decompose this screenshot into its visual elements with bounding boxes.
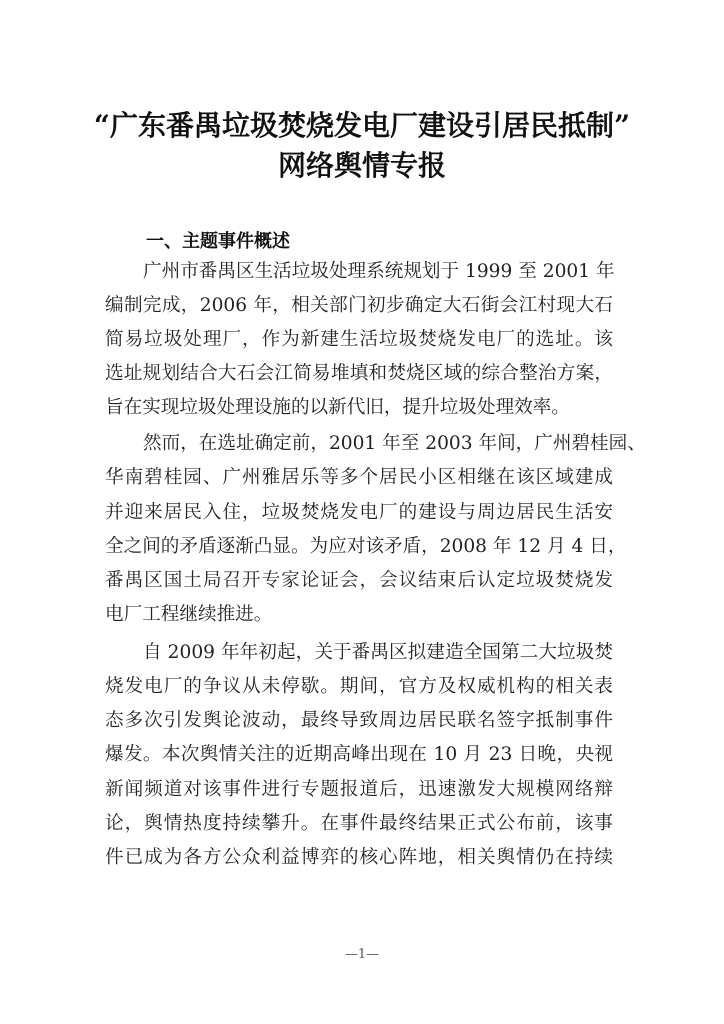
document-title-line-2: 网络舆情专报 — [277, 149, 446, 182]
paragraph-2-line-3: 并迎来居民入住，垃圾焚烧发电厂的建设与周边居民生活安 — [105, 502, 613, 523]
section-heading: 一、主题事件概述 — [146, 231, 290, 252]
paragraph-1-line-2: 编制完成，2006 年，相关部门初步确定大石街会江村现大石 — [105, 295, 613, 316]
paragraph-3-line-3: 态多次引发舆论波动，最终导致周边居民联名签字抵制事件 — [105, 710, 613, 731]
paragraph-3-line-6: 论，舆情热度持续攀升。在事件最终结果正式公布前，该事 — [105, 813, 613, 834]
paragraph-2-line-2: 华南碧桂园、广州雅居乐等多个居民小区相继在该区域建成 — [105, 467, 613, 488]
paragraph-1-line-4: 选址规划结合大石会江简易堆填和焚烧区域的综合整治方案， — [105, 363, 613, 384]
paragraph-3-line-5: 新闻频道对该事件进行专题报道后，迅速激发大规模网络辩 — [105, 779, 613, 800]
document-title-line-1: “广东番禺垃圾焚烧发电厂建设引居民抵制” — [93, 109, 631, 142]
paragraph-1-line-3: 简易垃圾处理厂，作为新建生活垃圾焚烧发电厂的选址。该 — [105, 329, 613, 350]
paragraph-1-line-5: 旨在实现垃圾处理设施的以新代旧，提升垃圾处理效率。 — [105, 397, 570, 418]
paragraph-3-line-4: 爆发。本次舆情关注的近期高峰出现在 10 月 23 日晚，央视 — [105, 744, 613, 765]
paragraph-3-line-7: 件已成为各方公众利益博弈的核心阵地，相关舆情仍在持续 — [105, 847, 613, 868]
paragraph-3-line-1: 自 2009 年年初起，关于番禺区拟建造全国第二大垃圾焚 — [143, 642, 613, 663]
page-number: —1— — [344, 947, 380, 962]
paragraph-1-line-1: 广州市番禺区生活垃圾处理系统规划于 1999 至 2001 年 — [143, 261, 615, 282]
paragraph-2-line-4: 全之间的矛盾逐渐凸显。为应对该矛盾，2008 年 12 月 4 日， — [105, 536, 627, 557]
paragraph-2-line-5: 番禺区国土局召开专家论证会，会议结束后认定垃圾焚烧发 — [105, 570, 613, 591]
paragraph-2-line-6: 电厂工程继续推进。 — [105, 604, 273, 625]
paragraph-2-line-1: 然而，在选址确定前，2001 年至 2003 年间，广州碧桂园、 — [143, 433, 646, 454]
paragraph-3-line-2: 烧发电厂的争议从未停歇。期间，官方及权威机构的相关表 — [105, 676, 613, 697]
